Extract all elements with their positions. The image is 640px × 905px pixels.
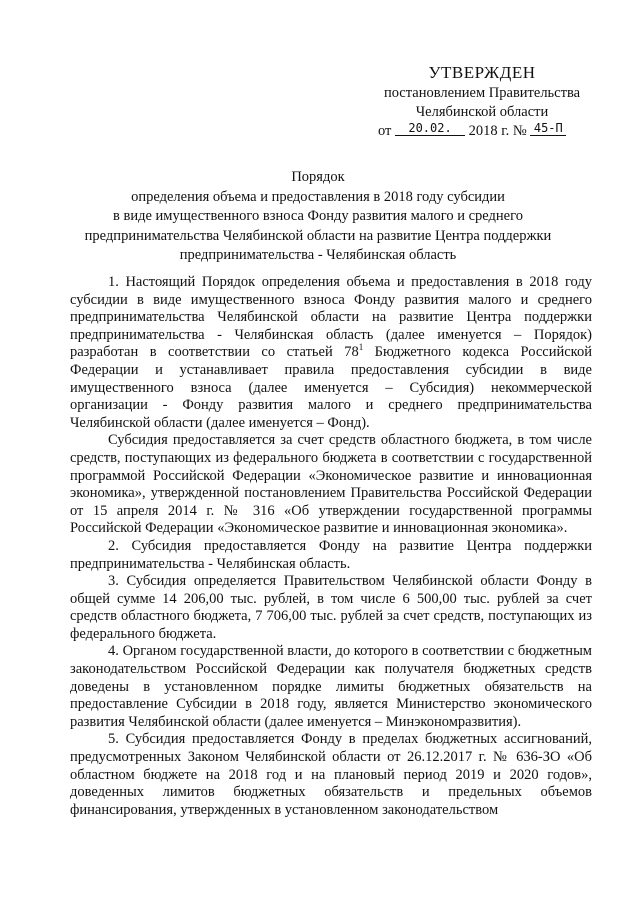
paragraph-1-text-a: 1. Настоящий Порядок определения объема и предоставления в 2018 году субсидии в виде имущественного взноса Фонду развития малого и среднего предпринимательства Челябинской области на развитие Центра поддержки предпринимательства - Челябинская область (далее именуется – Порядок) разработан в соответствии со статьей 78 bbox=[70, 274, 592, 361]
title-line-5: предпринимательства - Челябинская область bbox=[179, 247, 457, 263]
paragraph-2: 2. Субсидия предоставляется Фонду на развитие Центра поддержки предпринимательства - Челябинская область. bbox=[70, 537, 592, 572]
title-line-3: в виде имущественного взноса Фонду развития малого и среднего bbox=[113, 208, 523, 224]
approval-stamp bbox=[372, 62, 592, 141]
paragraph-1-text-b: Бюджетного кодекса Российской Федерации и устанавливает правила предоставления субсидии в виде имущественного взноса (далее именуется – Субсидия) некоммерческой организации - Фонду развития малого и среднего предпринимательства Челябинской области (далее именуется – Фонд). bbox=[70, 344, 592, 431]
handwritten-number: 45-П bbox=[530, 122, 566, 136]
date-prefix: от bbox=[378, 123, 392, 139]
paragraph-1-continued: Субсидия предоставляется за счет средств областного бюджета, в том числе средств, поступающих из федерального бюджета в соответствии с государственной программой Российской Федерации «Экономическое развитие и инновационная экономика», утвержденной постановлением Правительства Российской Федерации от 15 апреля 2014 г. № 316 «Об утверждении государственной программы Российской Федерации «Экономическое развитие и инновационная экономика». bbox=[70, 432, 592, 537]
article-superscript: 1 bbox=[358, 342, 364, 353]
approval-line-1: постановлением Правительства bbox=[383, 85, 581, 101]
paragraph-4: 4. Органом государственной власти, до которого в соответствии с бюджетным законодательством Российской Федерации как получателя бюджетных средств доведены в установленном порядке лимиты бюджетных обязательств на предоставление Субсидии в 2018 году, является Министерство экономического развития Челябинской области (далее именуется – Минэкономразвития). bbox=[70, 643, 592, 730]
approval-heading: УТВЕРЖДЕН bbox=[428, 63, 536, 82]
paragraph-1 bbox=[70, 274, 592, 432]
approval-line-2: Челябинской области bbox=[415, 104, 549, 120]
paragraph-5: 5. Субсидия предоставляется Фонду в пределах бюджетных ассигнований, предусмотренных Законом Челябинской области от 26.12.2017 г. № 636-ЗО «Об областном бюджете на 2018 год и на плановый период 2019 и 2020 годов», доведенных лимитов бюджетных обязательств и предельных объемов финансирования, утвержденных в установленном законодательством bbox=[70, 731, 592, 818]
handwritten-date: 20.02. bbox=[395, 122, 465, 136]
title-line-2: определения объема и предоставления в 2018 году субсидии bbox=[131, 188, 505, 205]
paragraph-3: 3. Субсидия определяется Правительством Челябинской области Фонду в общей сумме 14 206,00 тыс. рублей, в том числе 6 500,00 тыс. рублей за счет средств областного бюджета, 7 706,00 тыс. рублей за счет средств, поступающих из федерального бюджета. bbox=[70, 573, 592, 642]
approval-date-line bbox=[372, 122, 592, 141]
document-title bbox=[78, 168, 558, 266]
document-body bbox=[70, 274, 592, 819]
title-line-1: Порядок bbox=[291, 169, 345, 185]
title-line-4: предпринимательства Челябинской области на развитие Центра поддержки bbox=[84, 227, 552, 244]
year-number-label: 2018 г. № bbox=[468, 123, 527, 139]
